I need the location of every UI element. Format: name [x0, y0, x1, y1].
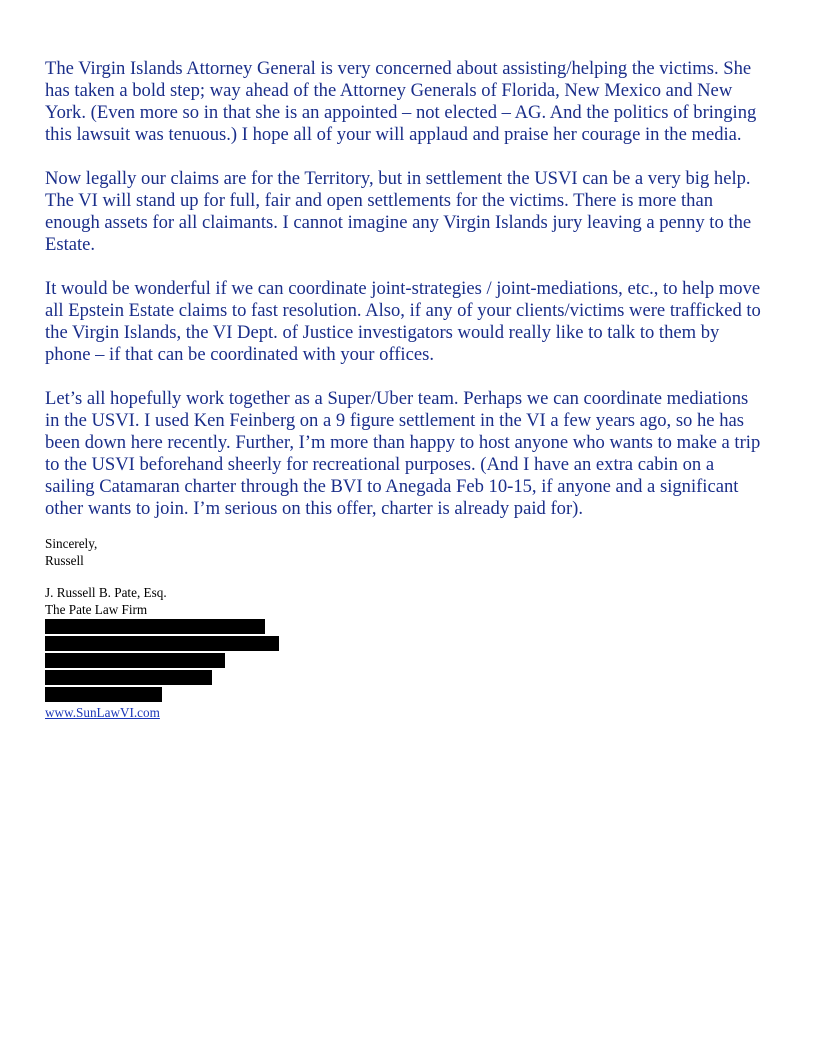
- paragraph-line: been down here recently. Further, I’m more than happy to host anyone who wants to make a trip: [45, 432, 761, 453]
- paragraph-line: has taken a bold step; way ahead of the Attorney Generals of Florida, New Mexico and New: [45, 80, 733, 101]
- closing-name: Russell: [45, 552, 84, 568]
- spacer: [45, 569, 775, 585]
- paragraph-line: Estate.: [45, 234, 96, 255]
- paragraph-line: The Virgin Islands Attorney General is very concerned about assisting/helping the victims. She: [45, 58, 752, 79]
- redaction-bar: [45, 670, 212, 685]
- signature-block: [45, 536, 775, 722]
- paragraph-line: in the USVI. I used Ken Feinberg on a 9 figure settlement in the VI a few years ago, so he has: [45, 410, 744, 431]
- redacted-contact-block: [45, 619, 775, 702]
- letter-body: [45, 58, 775, 520]
- website-link[interactable]: www.SunLawVI.com: [45, 705, 160, 720]
- redaction-bar: [45, 687, 162, 702]
- paragraph-2: [45, 168, 775, 256]
- redaction-bar: [45, 636, 279, 651]
- paragraph-3: [45, 278, 775, 366]
- paragraph-line: to the USVI beforehand sheerly for recreational purposes. (And I have an extra cabin on a: [45, 454, 715, 475]
- paragraph-line: The VI will stand up for full, fair and open settlements for the victims. There is more than: [45, 190, 714, 211]
- paragraph-line: It would be wonderful if we can coordinate joint-strategies / joint-mediations, etc., to help move: [45, 278, 761, 299]
- paragraph-line: the Virgin Islands, the VI Dept. of Justice investigators would really like to talk to them by: [45, 322, 720, 343]
- paragraph-line: sailing Catamaran charter through the BVI to Anegada Feb 10-15, if anyone and a significant: [45, 476, 739, 497]
- closing-salutation: Sincerely,: [45, 536, 98, 551]
- signatory-name: J. Russell B. Pate, Esq.: [45, 585, 167, 600]
- paragraph-line: Let’s all hopefully work together as a Super/Uber team. Perhaps we can coordinate mediations: [45, 388, 749, 409]
- redaction-bar: [45, 619, 265, 634]
- paragraph-line: other wants to join. I’m serious on this offer, charter is already paid for).: [45, 498, 583, 519]
- paragraph-line: enough assets for all claimants. I cannot imagine any Virgin Islands jury leaving a penny to the: [45, 212, 752, 233]
- paragraph-line: phone – if that can be coordinated with your offices.: [45, 344, 434, 365]
- paragraph-4: [45, 388, 775, 520]
- paragraph-line: all Epstein Estate claims to fast resolution. Also, if any of your clients/victims were trafficked to: [45, 300, 761, 321]
- firm-name: The Pate Law Firm: [45, 601, 148, 617]
- paragraph-line: this lawsuit was tenuous.) I hope all of your will applaud and praise her courage in the media.: [45, 124, 742, 145]
- letter-page: [45, 58, 775, 722]
- paragraph-1: [45, 58, 775, 146]
- paragraph-line: York. (Even more so in that she is an appointed – not elected – AG. And the politics of bringing: [45, 102, 757, 123]
- paragraph-line: Now legally our claims are for the Territory, but in settlement the USVI can be a very big help.: [45, 168, 751, 189]
- redaction-bar: [45, 653, 225, 668]
